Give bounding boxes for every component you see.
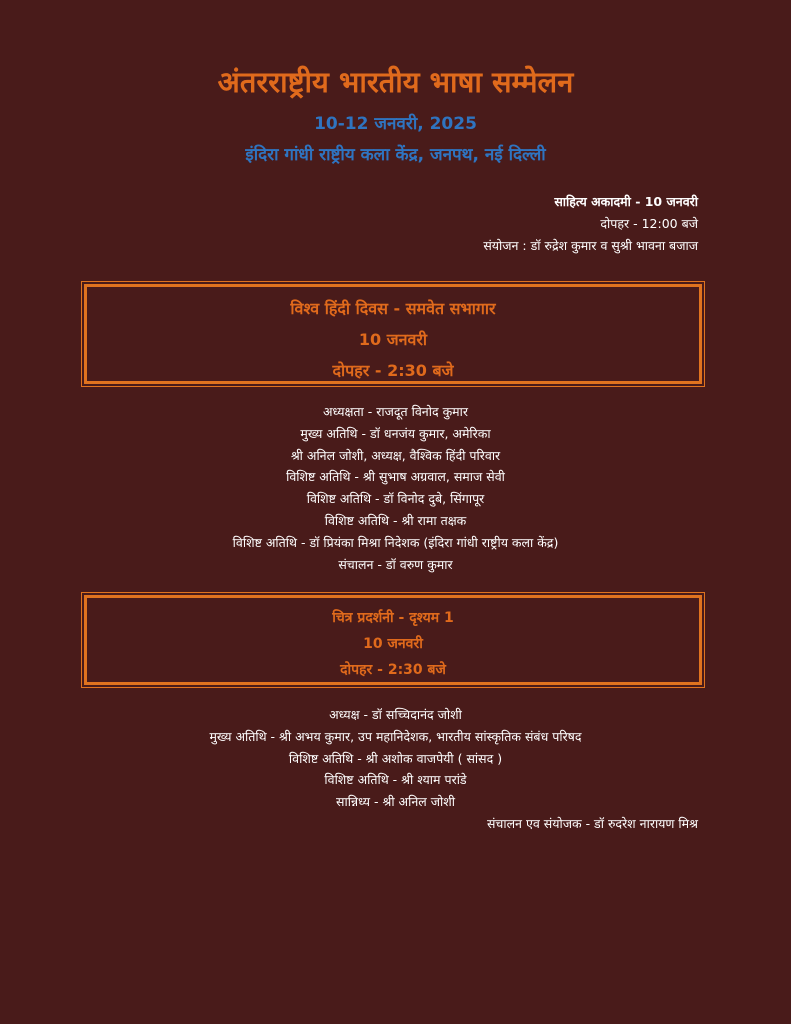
event2-person: विशिष्ट अतिथि - श्री श्याम परांडे <box>324 772 467 788</box>
event1-date: 10 जनवरी <box>358 330 428 349</box>
event1-person: विशिष्ट अतिथि - श्री सुभाष अग्रवाल, समाज सेवी <box>286 469 505 485</box>
event-dates: 10-12 जनवरी, 2025 <box>314 114 477 134</box>
event1-title: विश्व हिंदी दिवस - समवेत सभागार <box>290 299 496 318</box>
event2-person: विशिष्ट अतिथि - श्री अशोक वाजपेयी ( सांसद ) <box>288 750 503 766</box>
event1-box <box>84 284 702 384</box>
event2-box <box>84 595 702 685</box>
event2-person: सान्निध्य - श्री अनिल जोशी <box>336 794 455 810</box>
sahitya-heading: साहित्य अकादमी - 10 जनवरी <box>554 194 698 209</box>
event2-title: चित्र प्रदर्शनी - दृश्यम 1 <box>332 610 454 626</box>
event1-time: दोपहर - 2:30 बजे <box>332 361 454 380</box>
event1-person: अध्यक्षता - राजदूत विनोद कुमार <box>322 404 469 419</box>
event2-time: दोपहर - 2:30 बजे <box>340 662 446 678</box>
event1-people <box>0 401 791 575</box>
sahitya-coordinators: संयोजन : डॉ रुद्रेश कुमार व सुश्री भावना बजाज <box>483 238 698 253</box>
event2-person: अध्यक्ष - डॉ सच्चिदानंद जोशी <box>329 707 462 722</box>
page-title: अंतरराष्ट्रीय भारतीय भाषा सम्मेलन <box>217 65 574 99</box>
event2-person: संचालन एव संयोजक - डॉ रुदरेश नारायण मिश्र <box>486 815 698 831</box>
sahitya-block <box>483 191 698 257</box>
event-venue: इंदिरा गांधी राष्ट्रीय कला केंद्र, जनपथ, नई दिल्ली <box>245 145 546 165</box>
event1-person: विशिष्ट अतिथि - श्री रामा तक्षक <box>324 512 467 528</box>
event1-person: श्री अनिल जोशी, अध्यक्ष, वैश्विक हिंदी परिवार <box>290 447 501 463</box>
event1-person: विशिष्ट अतिथि - डॉ विनोद दुबे, सिंगापूर <box>306 491 485 507</box>
event2-date: 10 जनवरी <box>363 636 423 652</box>
event2-person: मुख्य अतिथि - श्री अभय कुमार, उप महानिदेशक, भारतीय सांस्कृतिक संबंध परिषद <box>209 728 582 744</box>
event2-people <box>0 704 791 835</box>
event1-person: विशिष्ट अतिथि - डॉ प्रियंका मिश्रा निदेशक (इंदिरा गांधी राष्ट्रीय कला केंद्र) <box>232 534 559 550</box>
sahitya-time: दोपहर - 12:00 बजे <box>600 216 698 231</box>
event1-person: मुख्य अतिथि - डॉ धनजंय कुमार, अमेरिका <box>300 425 491 441</box>
event1-person: संचालन - डॉ वरुण कुमार <box>338 556 453 572</box>
